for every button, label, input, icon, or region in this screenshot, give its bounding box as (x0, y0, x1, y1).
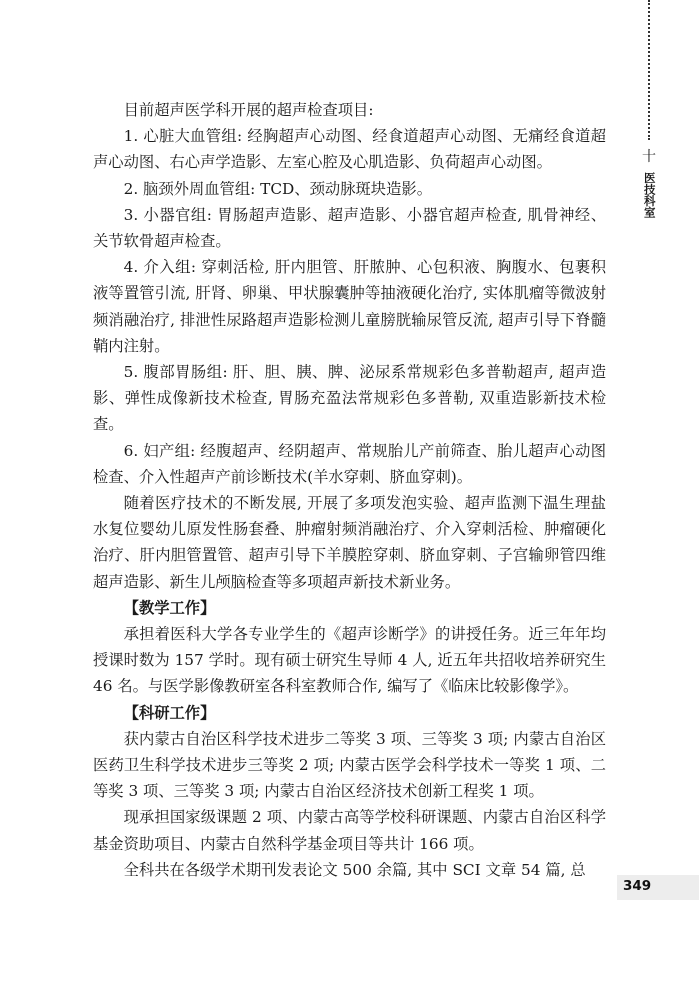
page-number: 349 (623, 878, 652, 894)
research-heading: 【科研工作】 (123, 703, 216, 722)
section-tab (636, 148, 662, 222)
development-paragraph: 随着医疗技术的不断发展, 开展了多项发泡实验、超声监测下温生理盐水复位婴幼儿原发性肠套叠、肿瘤射频消融治疗、介入穿刺活检、肿瘤硬化治疗、肝内胆管置管、超声引导下羊膜腔穿刺、脐血穿刺、子宫输卵管四维超声造影、新生儿颅脑检查等多项超声新技术新业务。 (93, 494, 606, 591)
exam-item-small-organ: 3. 小器官组: 胃肠超声造影、超声造影、小器官超声检查, 肌骨神经、关节软骨超声检查。 (93, 205, 606, 251)
research-papers-paragraph: 全科共在各级学术期刊发表论文 500 余篇, 其中 SCI 文章 54 篇, 总 (123, 860, 586, 879)
intro-paragraph: 目前超声医学科开展的超声检查项目: (123, 101, 374, 119)
exam-item-interventional: 4. 介入组: 穿刺活检, 肝内胆管、肝脓肿、心包积液、胸腹水、包裹积液等置管引流, 肝肾、卵巢、甲状腺囊肿等抽液硬化治疗, 实体肌瘤等微波射频消融治疗, 排泄性尿路超声造影检测儿童膀胱输尿管反流, 超声引导下脊髓鞘内注射。 (93, 258, 606, 355)
page-number-tab (617, 875, 699, 900)
teaching-paragraph: 承担着医科大学各专业学生的《超声诊断学》的讲授任务。近三年年均授课时数为 157 学时。现有硕士研究生导师 4 人, 近五年共招收培养研究生 46 名。与医学影像教研室各科室教师合作, 编写了《临床比较影像学》。 (93, 625, 606, 696)
page-body (93, 97, 606, 883)
exam-item-obstetric: 6. 妇产组: 经腹超声、经阴超声、常规胎儿产前筛查、胎儿超声心动图检查、介入性超声产前诊断技术(羊水穿刺、脐血穿刺)。 (93, 441, 606, 486)
exam-item-cardiac: 1. 心脏大血管组: 经胸超声心动图、经食道超声心动图、无痛经食道超声心动图、右心声学造影、左室心腔及心肌造影、负荷超声心动图。 (93, 127, 606, 172)
teaching-heading: 【教学工作】 (123, 598, 216, 617)
exam-item-vascular: 2. 脑颈外周血管组: TCD、颈动脉斑块造影。 (123, 179, 432, 198)
exam-item-abdominal: 5. 腹部胃肠组: 肝、胆、胰、脾、泌尿系常规彩色多普勒超声, 超声造影、弹性成像新技术检查, 胃肠充盈法常规彩色多普勒, 双重造影新技术检查。 (93, 363, 606, 434)
margin-dotted-line (648, 0, 650, 140)
section-number: 十 (642, 149, 656, 165)
research-awards-paragraph: 获内蒙古自治区科学技术进步二等奖 3 项、三等奖 3 项; 内蒙古自治区医药卫生科学技术进步三等奖 2 项; 内蒙古医学会科学技术一等奖 1 项、二等奖 3 项、三等奖 3 项; 内蒙古自治区经济技术创新工程奖 1 项。 (93, 729, 606, 801)
research-projects-paragraph: 现承担国家级课题 2 项、内蒙古高等学校科研课题、内蒙古自治区科学基金资助项目、内蒙古自然科学基金项目等共计 166 项。 (93, 808, 606, 853)
section-label: 医技科室 (642, 172, 657, 218)
